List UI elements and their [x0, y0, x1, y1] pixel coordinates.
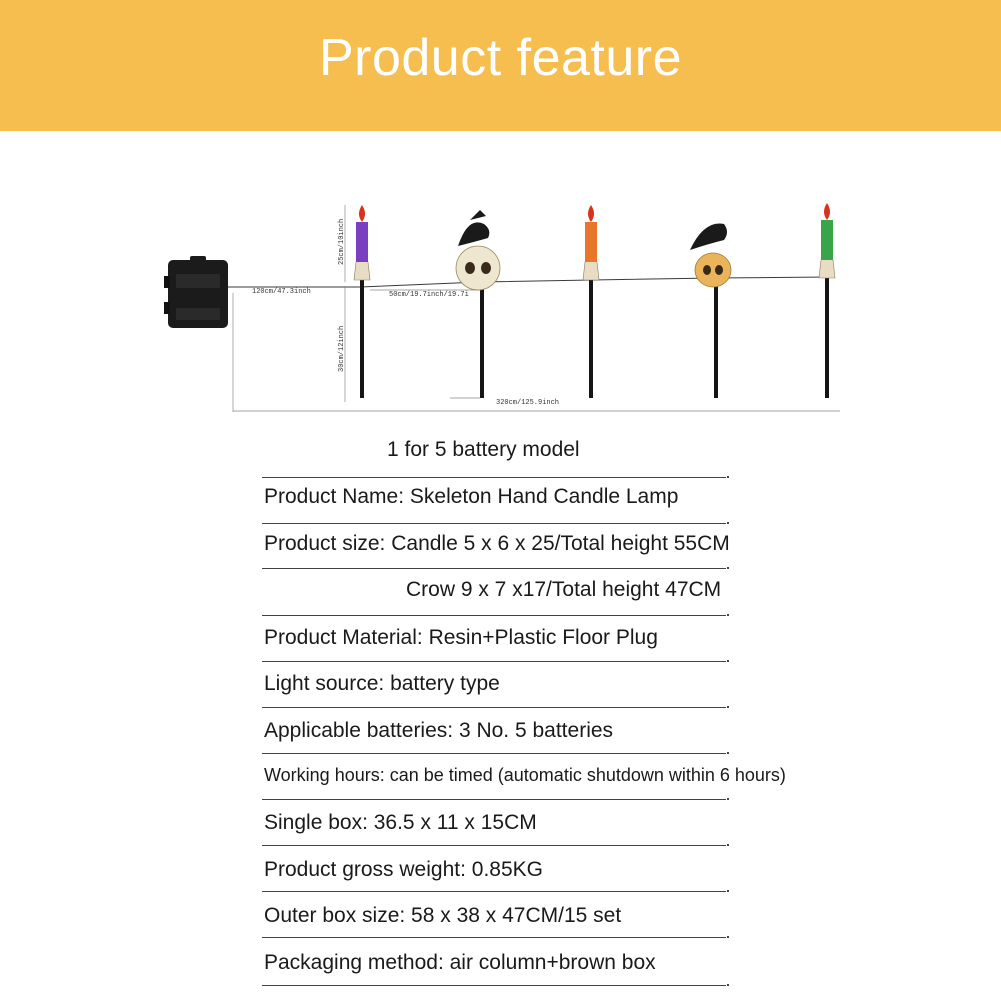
skull-crow-stake-2: [690, 224, 731, 398]
divider: [262, 985, 726, 986]
header-banner: [0, 0, 1001, 131]
divider: [262, 937, 726, 938]
divider: [262, 753, 726, 754]
candle-stake-green: [819, 203, 835, 398]
divider: [262, 523, 726, 524]
candle-stake-purple: [354, 205, 370, 398]
divider: [262, 799, 726, 800]
battery-box: [164, 256, 228, 328]
dim-stake: 30cm/12inch: [338, 325, 346, 372]
divider: [262, 477, 726, 478]
divider: [262, 661, 726, 662]
divider: [262, 615, 726, 616]
skull-crow-stake-1: [456, 210, 500, 398]
product-diagram: [0, 190, 1001, 420]
divider: [262, 568, 726, 569]
dimension-lines: [233, 205, 840, 412]
dim-spacing: 50cm/19.7inch/19.7i: [389, 291, 469, 299]
dim-lead-wire: 120cm/47.3inch: [252, 288, 311, 296]
candle-stake-orange: [583, 205, 599, 398]
banner-title: Product feature: [318, 29, 683, 87]
dim-total-length: 320cm/125.9inch: [496, 399, 560, 407]
divider: [262, 845, 726, 846]
string-wire: [228, 277, 828, 287]
divider: [262, 707, 726, 708]
dim-candle-top: 25cm/10inch: [338, 218, 346, 265]
divider: [262, 891, 726, 892]
